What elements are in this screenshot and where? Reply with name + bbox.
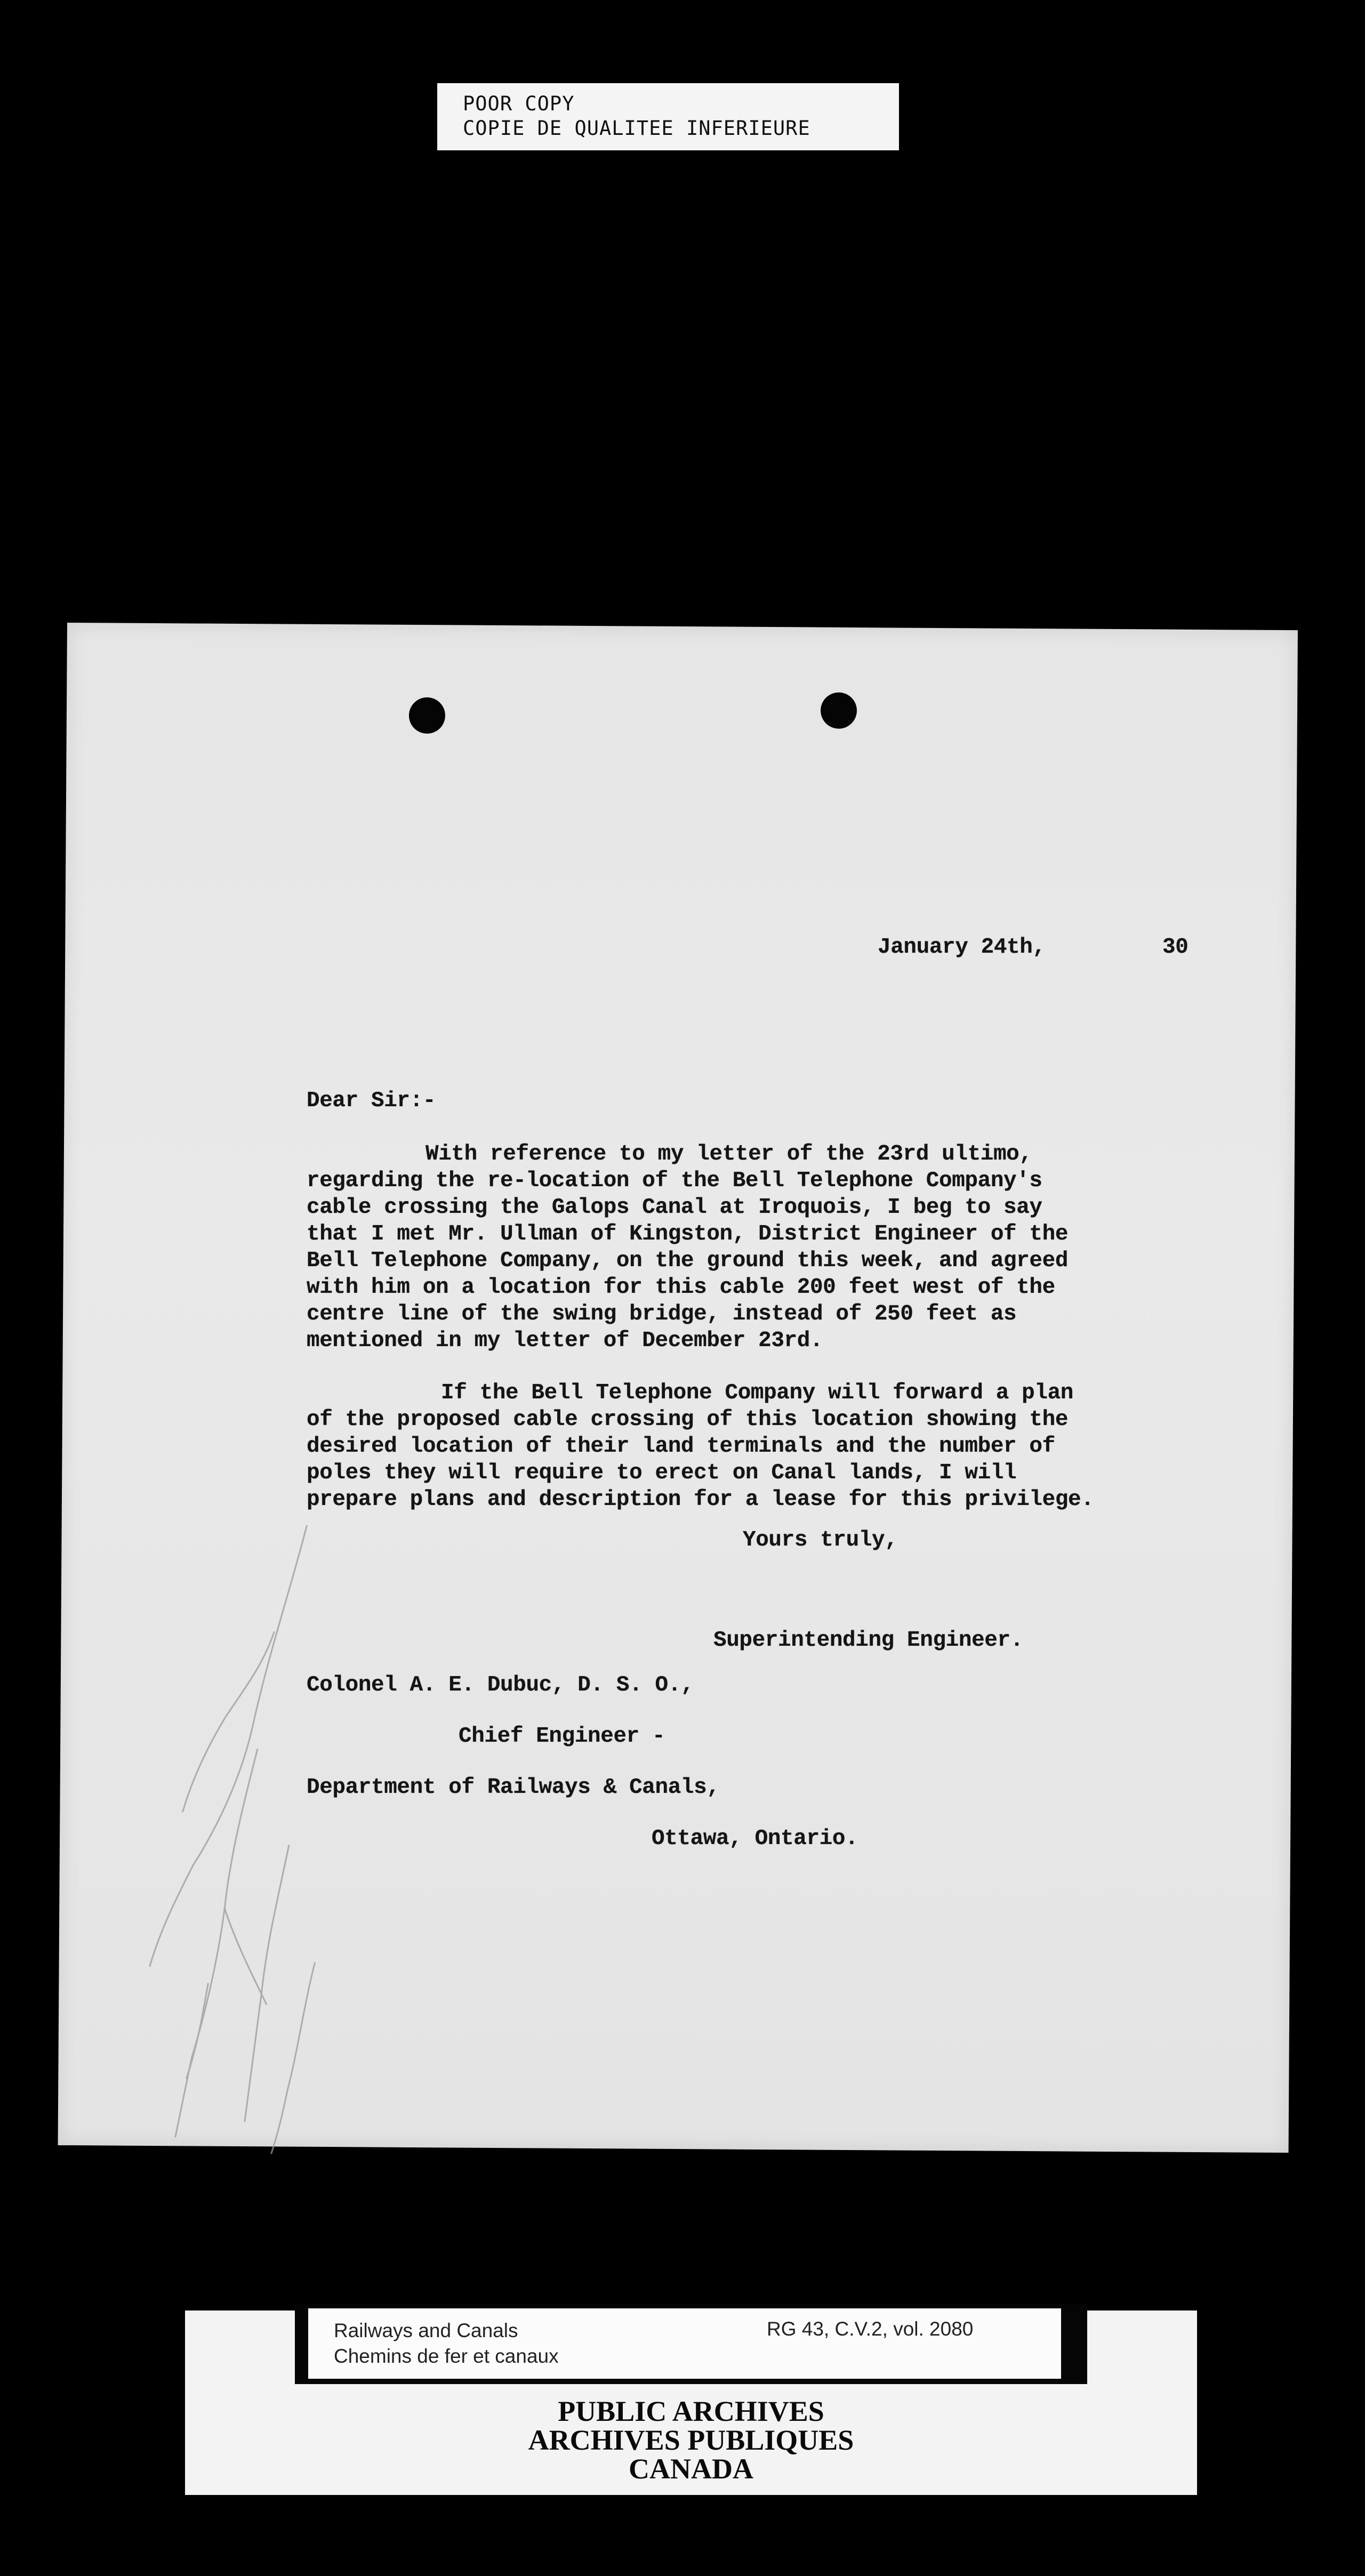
letter-paragraph-line: desired location of their land terminals and the number of bbox=[307, 1434, 1055, 1459]
letter-paragraph-line: regarding the re-location of the Bell Telephone Company's bbox=[307, 1169, 1042, 1193]
recipient-department: Department of Railways & Canals, bbox=[307, 1775, 720, 1800]
archive-title-english: PUBLIC ARCHIVES bbox=[558, 2395, 824, 2427]
recipient-name: Colonel A. E. Dubuc, D. S. O., bbox=[307, 1673, 694, 1697]
letter-paragraph-line: Bell Telephone Company, on the ground this week, and agreed bbox=[307, 1249, 1069, 1273]
letter-paragraph-line: mentioned in my letter of December 23rd. bbox=[307, 1329, 823, 1353]
letter-paragraph-line: poles they will require to erect on Canal lands, I will bbox=[307, 1461, 1017, 1485]
archive-reference-number: RG 43, C.V.2, vol. 2080 bbox=[767, 2318, 974, 2340]
letter-date: January 24th, bbox=[878, 935, 1046, 960]
fonds-name-french: Chemins de fer et canaux bbox=[334, 2345, 559, 2367]
letter-year: 30 bbox=[1162, 935, 1189, 960]
punch-hole-right bbox=[821, 693, 857, 729]
letter-paragraph-line: that I met Mr. Ullman of Kingston, District Engineer of the bbox=[307, 1222, 1069, 1246]
paper-crease-marks bbox=[127, 1524, 397, 2155]
archive-reference-box bbox=[308, 2308, 1061, 2379]
letter-paragraph-line: If the Bell Telephone Company will forward a plan bbox=[441, 1381, 1073, 1405]
letter-paragraph-line: with him on a location for this cable 200 feet west of the bbox=[307, 1275, 1055, 1300]
archive-title-french: ARCHIVES PUBLIQUES bbox=[528, 2424, 854, 2456]
punch-hole-left bbox=[409, 697, 445, 734]
recipient-title: Chief Engineer - bbox=[459, 1724, 665, 1749]
letter-salutation: Dear Sir:- bbox=[307, 1089, 436, 1113]
poor-copy-label bbox=[437, 83, 899, 150]
fonds-name-english: Railways and Canals bbox=[334, 2320, 518, 2341]
letter-paragraph-line: cable crossing the Galops Canal at Iroquois, I beg to say bbox=[307, 1195, 1042, 1220]
letter-paragraph-line: prepare plans and description for a lease for this privilege. bbox=[307, 1487, 1094, 1512]
recipient-city: Ottawa, Ontario. bbox=[652, 1826, 858, 1851]
poor-copy-text-fr: COPIE DE QUALITEE INFERIEURE bbox=[463, 117, 810, 140]
letter-closing: Yours truly, bbox=[743, 1528, 898, 1552]
letter-paragraph-line: With reference to my letter of the 23rd ultimo, bbox=[425, 1142, 1032, 1166]
letter-signature-title: Superintending Engineer. bbox=[713, 1628, 1023, 1653]
archive-title bbox=[185, 2397, 1197, 2483]
archive-country: CANADA bbox=[629, 2453, 753, 2485]
letter-paragraph-line: centre line of the swing bridge, instead of 250 feet as bbox=[307, 1302, 1017, 1326]
poor-copy-text: POOR COPY bbox=[463, 92, 575, 115]
letter-paragraph-line: of the proposed cable crossing of this location showing the bbox=[307, 1407, 1069, 1432]
